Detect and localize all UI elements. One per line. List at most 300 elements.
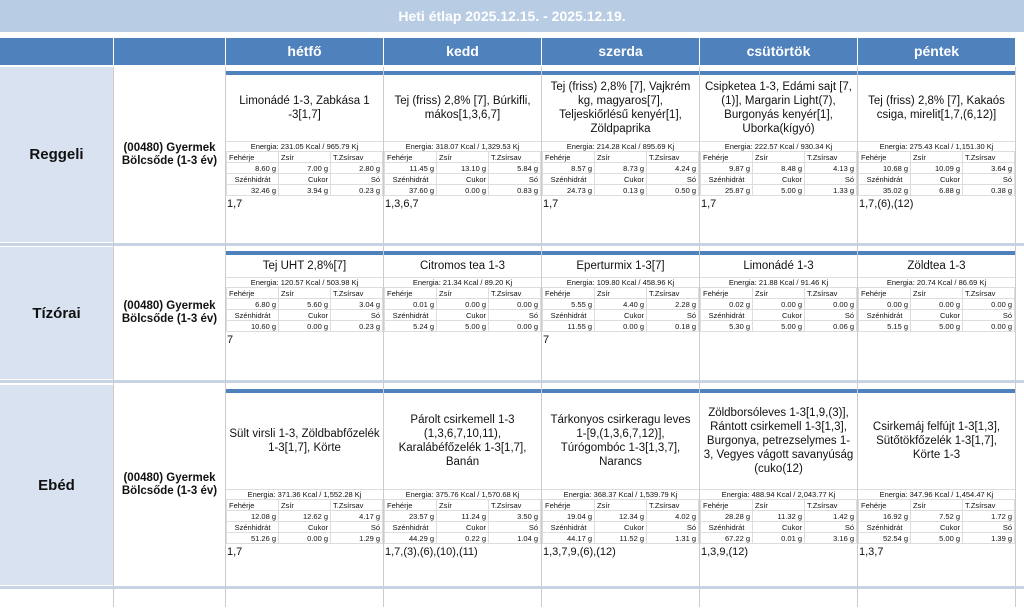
satfat-label: T.Zsírsav: [647, 288, 699, 299]
satfat-value: 4.13 g: [805, 163, 857, 174]
protein-value: 12.08 g: [227, 511, 279, 522]
nutrition-row: [859, 299, 1015, 310]
salt-value: 1.29 g: [331, 533, 383, 544]
sugar-label: Cukor: [911, 310, 963, 321]
nutrition-row: [385, 511, 541, 522]
meal-label-snack: Tízórai: [0, 247, 113, 379]
dish-name: Limonádé 1-3: [743, 260, 814, 272]
protein-label: Fehérje: [227, 500, 279, 511]
protein-label: Fehérje: [859, 288, 911, 299]
carb-value: 44.29 g: [385, 533, 437, 544]
energy-value: Energia: 214.28 Kcal / 895.69 Kj: [542, 141, 699, 151]
nutrition-table: [226, 151, 383, 196]
salt-value: 1.39 g: [963, 533, 1015, 544]
nutrition-table: [700, 287, 857, 332]
sugar-label: Cukor: [437, 522, 489, 533]
satfat-label: T.Zsírsav: [963, 288, 1015, 299]
salt-label: Só: [647, 522, 699, 533]
menu-cell-breakfast-monday: [226, 71, 383, 242]
nutrition-row: [543, 511, 699, 522]
satfat-value: 0.00 g: [805, 299, 857, 310]
nutrition-table: [542, 151, 699, 196]
row-separator: [0, 586, 1024, 589]
allergen-codes: 1,3,9,(12): [701, 546, 749, 558]
carb-value: 51.26 g: [227, 533, 279, 544]
menu-cell-breakfast-thursday: [700, 71, 857, 242]
fat-value: 12.62 g: [279, 511, 331, 522]
menu-cell-breakfast-tuesday: [384, 71, 541, 242]
sugar-value: 5.00 g: [437, 321, 489, 332]
nutrition-row: [543, 163, 699, 174]
sugar-label: Cukor: [595, 310, 647, 321]
protein-label: Fehérje: [859, 152, 911, 163]
column-separator: [857, 67, 858, 607]
fat-value: 5.60 g: [279, 299, 331, 310]
nutrition-row: [859, 310, 1015, 321]
sugar-label: Cukor: [279, 174, 331, 185]
energy-value: Energia: 368.37 Kcal / 1,539.79 Kj: [542, 489, 699, 499]
energy-value: Energia: 21.34 Kcal / 89.20 Kj: [384, 277, 541, 287]
meal-label-breakfast: Reggeli: [0, 67, 113, 242]
protein-label: Fehérje: [701, 500, 753, 511]
fat-label: Zsír: [279, 288, 331, 299]
protein-label: Fehérje: [859, 500, 911, 511]
nutrition-row: [385, 500, 541, 511]
header-group-column: [114, 38, 225, 65]
allergen-codes: 1,7,(6),(12): [859, 198, 914, 210]
nutrition-row: [701, 185, 857, 196]
carb-label: Szénhidrát: [227, 522, 279, 533]
allergen-codes: 7: [227, 334, 234, 346]
fat-value: 7.00 g: [279, 163, 331, 174]
carb-value: 5.24 g: [385, 321, 437, 332]
satfat-value: 0.00 g: [489, 299, 541, 310]
satfat-value: 2.28 g: [647, 299, 699, 310]
fat-label: Zsír: [595, 500, 647, 511]
allergen-codes: 1,3,7,9,(6),(12): [543, 546, 616, 558]
carb-label: Szénhidrát: [227, 310, 279, 321]
nutrition-row: [859, 500, 1015, 511]
satfat-label: T.Zsírsav: [963, 500, 1015, 511]
day-header-wednesday: szerda: [542, 38, 699, 65]
salt-value: 1.31 g: [647, 533, 699, 544]
salt-label: Só: [647, 174, 699, 185]
satfat-label: T.Zsírsav: [331, 152, 383, 163]
nutrition-row: [701, 522, 857, 533]
nutrition-row: [543, 174, 699, 185]
carb-value: 44.17 g: [543, 533, 595, 544]
nutrition-row: [859, 174, 1015, 185]
sugar-label: Cukor: [279, 310, 331, 321]
protein-value: 19.04 g: [543, 511, 595, 522]
carb-label: Szénhidrát: [859, 522, 911, 533]
allergen-codes: 1,7: [227, 198, 243, 210]
menu-cell-lunch-monday: [226, 389, 383, 585]
carb-value: 5.15 g: [859, 321, 911, 332]
satfat-label: T.Zsírsav: [489, 288, 541, 299]
column-separator: [699, 67, 700, 607]
sugar-value: 0.00 g: [437, 185, 489, 196]
energy-value: Energia: 21.88 Kcal / 91.46 Kj: [700, 277, 857, 287]
salt-label: Só: [331, 522, 383, 533]
protein-value: 0.01 g: [385, 299, 437, 310]
nutrition-row: [227, 500, 383, 511]
satfat-value: 3.64 g: [963, 163, 1015, 174]
satfat-label: T.Zsírsav: [331, 500, 383, 511]
page-title: Heti étlap 2025.12.15. - 2025.12.19.: [0, 0, 1024, 32]
nutrition-row: [385, 163, 541, 174]
nutrition-row: [859, 163, 1015, 174]
sugar-value: 5.00 g: [911, 533, 963, 544]
salt-value: 0.23 g: [331, 185, 383, 196]
salt-value: 0.50 g: [647, 185, 699, 196]
salt-value: 0.23 g: [331, 321, 383, 332]
fat-label: Zsír: [753, 152, 805, 163]
fat-value: 7.52 g: [911, 511, 963, 522]
dish-name: Eperturmix 1-3[7]: [576, 260, 665, 272]
sugar-label: Cukor: [911, 522, 963, 533]
nutrition-row: [385, 533, 541, 544]
fat-label: Zsír: [911, 500, 963, 511]
satfat-value: 4.24 g: [647, 163, 699, 174]
nutrition-row: [543, 500, 699, 511]
column-separator: [225, 67, 226, 607]
satfat-label: T.Zsírsav: [489, 500, 541, 511]
carb-label: Szénhidrát: [385, 174, 437, 185]
dish-name: Tej UHT 2,8%[7]: [262, 260, 347, 272]
nutrition-row: [701, 163, 857, 174]
salt-label: Só: [963, 522, 1015, 533]
satfat-value: 1.42 g: [805, 511, 857, 522]
carb-value: 32.46 g: [227, 185, 279, 196]
carb-value: 24.73 g: [543, 185, 595, 196]
energy-value: Energia: 371.36 Kcal / 1,552.28 Kj: [226, 489, 383, 499]
menu-cell-lunch-wednesday: [542, 389, 699, 585]
column-separator: [113, 67, 114, 607]
salt-value: 3.16 g: [805, 533, 857, 544]
nutrition-row: [701, 511, 857, 522]
protein-value: 8.57 g: [543, 163, 595, 174]
satfat-label: T.Zsírsav: [647, 152, 699, 163]
salt-label: Só: [331, 174, 383, 185]
carb-label: Szénhidrát: [701, 310, 753, 321]
nutrition-row: [859, 288, 1015, 299]
nutrition-row: [543, 310, 699, 321]
nutrition-row: [227, 288, 383, 299]
carb-label: Szénhidrát: [227, 174, 279, 185]
protein-value: 0.00 g: [859, 299, 911, 310]
nutrition-row: [227, 299, 383, 310]
protein-label: Fehérje: [543, 288, 595, 299]
dish-name: Zöldborsóleves 1-3[1,9,(3)], Rántott csirkemell 1-3[1,3], Burgonya, petrezselymes 1-3, Vegyes vágott savanyúság (cuko(12): [703, 407, 854, 475]
carb-value: 5.30 g: [701, 321, 753, 332]
menu-cell-lunch-thursday: [700, 389, 857, 585]
menu-cell-lunch-tuesday: [384, 389, 541, 585]
nutrition-table: [542, 287, 699, 332]
fat-label: Zsír: [595, 288, 647, 299]
salt-label: Só: [805, 310, 857, 321]
salt-value: 0.83 g: [489, 185, 541, 196]
dish-name: Zöldtea 1-3: [907, 260, 966, 272]
nutrition-row: [701, 533, 857, 544]
allergen-codes: 1,7: [701, 198, 717, 210]
energy-value: Energia: 20.74 Kcal / 86.69 Kj: [858, 277, 1015, 287]
salt-label: Só: [963, 174, 1015, 185]
nutrition-row: [859, 522, 1015, 533]
energy-value: Energia: 488.94 Kcal / 2,043.77 Kj: [700, 489, 857, 499]
nutrition-row: [385, 522, 541, 533]
salt-label: Só: [647, 310, 699, 321]
satfat-value: 0.00 g: [963, 299, 1015, 310]
day-header-tuesday: kedd: [384, 38, 541, 65]
day-header-thursday: csütörtök: [700, 38, 857, 65]
menu-cell-lunch-friday: [858, 389, 1015, 585]
fat-value: 8.48 g: [753, 163, 805, 174]
energy-value: Energia: 375.76 Kcal / 1,570.68 Kj: [384, 489, 541, 499]
satfat-label: T.Zsírsav: [805, 288, 857, 299]
column-separator: [541, 67, 542, 607]
sugar-value: 11.52 g: [595, 533, 647, 544]
menu-cell-breakfast-wednesday: [542, 71, 699, 242]
dish-name: Tej (friss) 2,8% [7], Kakaós csiga, mirelit[1,7,(6,12)]: [868, 95, 1005, 121]
nutrition-row: [701, 299, 857, 310]
nutrition-table: [542, 499, 699, 544]
carb-label: Szénhidrát: [543, 310, 595, 321]
column-separator: [1015, 67, 1016, 607]
nutrition-row: [701, 174, 857, 185]
fat-value: 0.00 g: [753, 299, 805, 310]
fat-label: Zsír: [753, 288, 805, 299]
sugar-value: 0.13 g: [595, 185, 647, 196]
nutrition-row: [701, 310, 857, 321]
protein-label: Fehérje: [227, 288, 279, 299]
satfat-value: 3.04 g: [331, 299, 383, 310]
salt-label: Só: [489, 522, 541, 533]
salt-label: Só: [805, 522, 857, 533]
nutrition-row: [385, 185, 541, 196]
menu-cell-snack-thursday: [700, 251, 857, 379]
nutrition-row: [385, 310, 541, 321]
sugar-value: 5.00 g: [753, 185, 805, 196]
nutrition-row: [227, 163, 383, 174]
nutrition-row: [227, 185, 383, 196]
sugar-label: Cukor: [753, 310, 805, 321]
salt-label: Só: [963, 310, 1015, 321]
salt-value: 0.18 g: [647, 321, 699, 332]
carb-value: 11.55 g: [543, 321, 595, 332]
nutrition-row: [859, 152, 1015, 163]
nutrition-row: [859, 321, 1015, 332]
carb-value: 67.22 g: [701, 533, 753, 544]
nutrition-row: [701, 321, 857, 332]
protein-label: Fehérje: [385, 152, 437, 163]
nutrition-table: [384, 151, 541, 196]
column-separator: [383, 67, 384, 607]
fat-value: 0.00 g: [437, 299, 489, 310]
energy-value: Energia: 347.96 Kcal / 1,454.47 Kj: [858, 489, 1015, 499]
sugar-value: 0.01 g: [753, 533, 805, 544]
sugar-label: Cukor: [911, 174, 963, 185]
salt-value: 0.38 g: [963, 185, 1015, 196]
meal-label-lunch: Ebéd: [0, 385, 113, 585]
nutrition-row: [543, 533, 699, 544]
menu-cell-snack-tuesday: [384, 251, 541, 379]
dish-name: Tej (friss) 2,8% [7], Vajkrém kg, magyaros[7], Teljeskiőrlésű kenyér[1], Zöldpaprika: [550, 81, 691, 135]
nutrition-row: [859, 185, 1015, 196]
sugar-label: Cukor: [279, 522, 331, 533]
protein-value: 28.28 g: [701, 511, 753, 522]
satfat-value: 4.17 g: [331, 511, 383, 522]
sugar-value: 0.22 g: [437, 533, 489, 544]
group-label: (00480) Gyermek Bölcsőde (1-3 év): [121, 300, 218, 325]
day-header-monday: hétfő: [226, 38, 383, 65]
protein-label: Fehérje: [701, 152, 753, 163]
energy-value: Energia: 231.05 Kcal / 965.79 Kj: [226, 141, 383, 151]
energy-value: Energia: 275.43 Kcal / 1,151.30 Kj: [858, 141, 1015, 151]
nutrition-row: [385, 174, 541, 185]
sugar-value: 0.00 g: [595, 321, 647, 332]
dish-name: Csipketea 1-3, Edámi sajt [7,(1)], Margarin Light(7), Burgonyás kenyér[1], Uborka(kígyó): [704, 81, 852, 135]
satfat-value: 5.84 g: [489, 163, 541, 174]
group-label: (00480) Gyermek Bölcsőde (1-3 év): [121, 141, 218, 167]
nutrition-row: [227, 152, 383, 163]
nutrition-row: [859, 511, 1015, 522]
satfat-value: 3.50 g: [489, 511, 541, 522]
fat-value: 11.32 g: [753, 511, 805, 522]
nutrition-row: [543, 288, 699, 299]
nutrition-row: [543, 522, 699, 533]
protein-value: 8.60 g: [227, 163, 279, 174]
dish-name: Limonádé 1-3, Zabkása 1 -3[1,7]: [239, 95, 370, 121]
nutrition-row: [543, 321, 699, 332]
protein-value: 9.87 g: [701, 163, 753, 174]
protein-label: Fehérje: [385, 500, 437, 511]
protein-label: Fehérje: [227, 152, 279, 163]
nutrition-table: [384, 287, 541, 332]
salt-label: Só: [805, 174, 857, 185]
carb-label: Szénhidrát: [385, 310, 437, 321]
nutrition-table: [700, 499, 857, 544]
fat-label: Zsír: [279, 152, 331, 163]
fat-label: Zsír: [595, 152, 647, 163]
dish-name: Párolt csirkemell 1-3 (1,3,6,7,10,11), Karalábéfőzelék 1-3[1,7], Banán: [398, 414, 527, 468]
dish-name: Sült virsli 1-3, Zöldbabfőzelék 1-3[1,7], Körte: [229, 428, 380, 454]
sugar-value: 0.00 g: [279, 321, 331, 332]
day-header-friday: péntek: [858, 38, 1015, 65]
energy-value: Energia: 318.07 Kcal / 1,329.53 Kj: [384, 141, 541, 151]
protein-value: 23.57 g: [385, 511, 437, 522]
satfat-value: 1.72 g: [963, 511, 1015, 522]
energy-value: Energia: 120.57 Kcal / 503.98 Kj: [226, 277, 383, 287]
protein-value: 10.68 g: [859, 163, 911, 174]
allergen-codes: 7: [543, 334, 550, 346]
nutrition-row: [701, 152, 857, 163]
fat-value: 11.24 g: [437, 511, 489, 522]
protein-value: 5.55 g: [543, 299, 595, 310]
fat-label: Zsír: [437, 500, 489, 511]
satfat-value: 2.80 g: [331, 163, 383, 174]
nutrition-table: [700, 151, 857, 196]
fat-value: 4.40 g: [595, 299, 647, 310]
protein-label: Fehérje: [701, 288, 753, 299]
allergen-codes: 1,7,(3),(6),(10),(11): [385, 546, 478, 558]
dish-name: Csirkemáj felfújt 1-3[1,3], Sütőtökfőzelék 1-3[1,7], Körte 1-3: [872, 421, 1001, 461]
menu-cell-breakfast-friday: [858, 71, 1015, 242]
energy-value: Energia: 109.80 Kcal / 458.96 Kj: [542, 277, 699, 287]
sugar-value: 5.00 g: [911, 321, 963, 332]
sugar-label: Cukor: [595, 522, 647, 533]
carb-value: 35.02 g: [859, 185, 911, 196]
nutrition-row: [227, 310, 383, 321]
salt-value: 0.00 g: [963, 321, 1015, 332]
fat-value: 13.10 g: [437, 163, 489, 174]
salt-value: 0.06 g: [805, 321, 857, 332]
protein-label: Fehérje: [385, 288, 437, 299]
satfat-value: 4.02 g: [647, 511, 699, 522]
nutrition-row: [385, 288, 541, 299]
nutrition-table: [384, 499, 541, 544]
protein-value: 0.02 g: [701, 299, 753, 310]
carb-value: 52.54 g: [859, 533, 911, 544]
nutrition-row: [543, 185, 699, 196]
nutrition-table: [858, 151, 1015, 196]
carb-value: 37.60 g: [385, 185, 437, 196]
fat-label: Zsír: [437, 152, 489, 163]
allergen-codes: 1,3,6,7: [385, 198, 419, 210]
satfat-label: T.Zsírsav: [647, 500, 699, 511]
salt-value: 1.04 g: [489, 533, 541, 544]
energy-value: Energia: 222.57 Kcal / 930.34 Kj: [700, 141, 857, 151]
row-separator: [0, 380, 1024, 383]
fat-label: Zsír: [279, 500, 331, 511]
sugar-label: Cukor: [753, 174, 805, 185]
protein-value: 6.80 g: [227, 299, 279, 310]
nutrition-table: [858, 287, 1015, 332]
fat-label: Zsír: [911, 152, 963, 163]
nutrition-row: [859, 533, 1015, 544]
salt-label: Só: [489, 174, 541, 185]
menu-cell-snack-friday: [858, 251, 1015, 379]
fat-label: Zsír: [753, 500, 805, 511]
group-label: (00480) Gyermek Bölcsőde (1-3 év): [121, 472, 218, 497]
nutrition-row: [227, 321, 383, 332]
salt-value: 0.00 g: [489, 321, 541, 332]
nutrition-row: [227, 511, 383, 522]
allergen-codes: 1,3,7: [859, 546, 884, 558]
dish-name: Tárkonyos csirkeragu leves 1-[9,(1,3,6,7,12)], Túrógombóc 1-3[1,3,7], Narancs: [550, 414, 691, 468]
fat-value: 0.00 g: [911, 299, 963, 310]
dish-name: Tej (friss) 2,8% [7], Búrkifli, mákos[1,3,6,7]: [394, 95, 531, 121]
salt-label: Só: [331, 310, 383, 321]
nutrition-row: [385, 321, 541, 332]
sugar-label: Cukor: [753, 522, 805, 533]
nutrition-row: [385, 299, 541, 310]
protein-value: 16.92 g: [859, 511, 911, 522]
nutrition-row: [701, 500, 857, 511]
header-meal-column: [0, 38, 113, 65]
satfat-label: T.Zsírsav: [331, 288, 383, 299]
sugar-label: Cukor: [437, 310, 489, 321]
allergen-codes: 1,7: [227, 546, 243, 558]
satfat-label: T.Zsírsav: [805, 500, 857, 511]
dish-name: Citromos tea 1-3: [419, 260, 505, 272]
menu-cell-snack-monday: [226, 251, 383, 379]
fat-value: 12.34 g: [595, 511, 647, 522]
carb-label: Szénhidrát: [543, 174, 595, 185]
carb-label: Szénhidrát: [701, 522, 753, 533]
carb-label: Szénhidrát: [385, 522, 437, 533]
nutrition-row: [701, 288, 857, 299]
